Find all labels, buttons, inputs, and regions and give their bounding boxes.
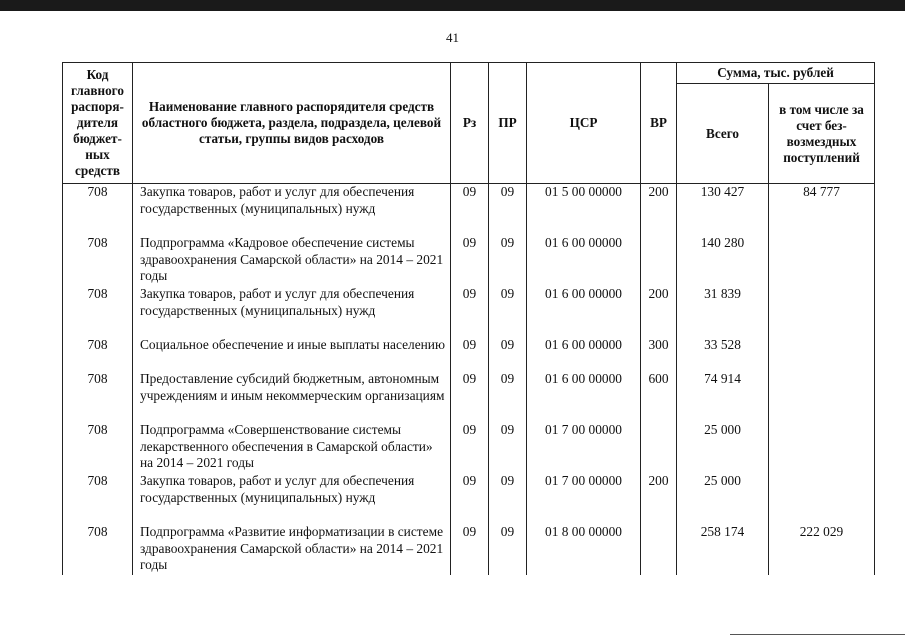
cell-name: Социальное обеспечение и иные выплаты населению bbox=[133, 337, 451, 371]
cell-csr: 01 6 00 00000 bbox=[527, 286, 641, 337]
cell-name: Закупка товаров, работ и услуг для обеспечения государственных (муниципальных) нужд bbox=[133, 286, 451, 337]
cell-rz: 09 bbox=[451, 422, 489, 473]
cell-csr: 01 6 00 00000 bbox=[527, 371, 641, 422]
cell-code: 708 bbox=[63, 286, 133, 337]
cell-pr: 09 bbox=[489, 184, 527, 236]
header-vr: ВР bbox=[641, 63, 677, 184]
cell-pr: 09 bbox=[489, 524, 527, 575]
table-row bbox=[63, 184, 875, 236]
cell-vr: 200 bbox=[641, 286, 677, 337]
cell-pr: 09 bbox=[489, 286, 527, 337]
cell-rz: 09 bbox=[451, 235, 489, 286]
cell-total: 258 174 bbox=[677, 524, 769, 575]
cell-code: 708 bbox=[63, 371, 133, 422]
cell-rz: 09 bbox=[451, 524, 489, 575]
cell-name: Подпрограмма «Совершенствование системы лекарственного обеспечения в Самарской области» на 2014 – 2021 годы bbox=[133, 422, 451, 473]
cell-pr: 09 bbox=[489, 235, 527, 286]
cell-code: 708 bbox=[63, 422, 133, 473]
cell-vr: 300 bbox=[641, 337, 677, 371]
cell-pr: 09 bbox=[489, 371, 527, 422]
table-row bbox=[63, 371, 875, 422]
cell-total: 25 000 bbox=[677, 422, 769, 473]
cell-csr: 01 6 00 00000 bbox=[527, 235, 641, 286]
cell-code: 708 bbox=[63, 524, 133, 575]
cell-vr bbox=[641, 422, 677, 473]
cell-incl bbox=[769, 422, 875, 473]
cell-vr: 200 bbox=[641, 184, 677, 236]
cell-vr bbox=[641, 524, 677, 575]
cell-incl bbox=[769, 286, 875, 337]
page-number: 41 bbox=[446, 30, 459, 45]
cell-code: 708 bbox=[63, 473, 133, 524]
cell-name: Подпрограмма «Кадровое обеспечение системы здравоохранения Самарской области» на 2014 – 2021 годы bbox=[133, 235, 451, 286]
header-pr: ПР bbox=[489, 63, 527, 184]
cell-incl: 84 777 bbox=[769, 184, 875, 236]
table-row bbox=[63, 524, 875, 575]
table-row bbox=[63, 235, 875, 286]
cell-csr: 01 6 00 00000 bbox=[527, 337, 641, 371]
cell-incl bbox=[769, 473, 875, 524]
cell-pr: 09 bbox=[489, 422, 527, 473]
header-csr: ЦСР bbox=[527, 63, 641, 184]
cell-name: Предоставление субсидий бюджетным, автономным учреждениям и иным некоммерческим организациям bbox=[133, 371, 451, 422]
bottom-scan-line bbox=[730, 634, 905, 635]
header-code: Код главного распоря-дителя бюджет-ных средств bbox=[63, 63, 133, 184]
table-row bbox=[63, 337, 875, 371]
cell-rz: 09 bbox=[451, 337, 489, 371]
cell-incl bbox=[769, 337, 875, 371]
header-name: Наименование главного распорядителя средств областного бюджета, раздела, подраздела, целевой статьи, группы видов расходов bbox=[133, 63, 451, 184]
cell-name: Подпрограмма «Развитие информатизации в системе здравоохранения Самарской области» на 2014 – 2021 годы bbox=[133, 524, 451, 575]
cell-pr: 09 bbox=[489, 337, 527, 371]
cell-csr: 01 7 00 00000 bbox=[527, 473, 641, 524]
cell-rz: 09 bbox=[451, 184, 489, 236]
cell-csr: 01 7 00 00000 bbox=[527, 422, 641, 473]
cell-csr: 01 5 00 00000 bbox=[527, 184, 641, 236]
budget-table bbox=[62, 62, 875, 575]
cell-pr: 09 bbox=[489, 473, 527, 524]
cell-code: 708 bbox=[63, 235, 133, 286]
table-row bbox=[63, 473, 875, 524]
cell-name: Закупка товаров, работ и услуг для обеспечения государственных (муниципальных) нужд bbox=[133, 184, 451, 236]
cell-name: Закупка товаров, работ и услуг для обеспечения государственных (муниципальных) нужд bbox=[133, 473, 451, 524]
cell-csr: 01 8 00 00000 bbox=[527, 524, 641, 575]
cell-code: 708 bbox=[63, 337, 133, 371]
cell-total: 25 000 bbox=[677, 473, 769, 524]
top-scan-border bbox=[0, 0, 905, 11]
cell-code: 708 bbox=[63, 184, 133, 236]
cell-rz: 09 bbox=[451, 473, 489, 524]
header-rz: Рз bbox=[451, 63, 489, 184]
cell-total: 130 427 bbox=[677, 184, 769, 236]
cell-total: 74 914 bbox=[677, 371, 769, 422]
cell-rz: 09 bbox=[451, 371, 489, 422]
cell-vr: 600 bbox=[641, 371, 677, 422]
header-incl: в том числе за счет без-возмездных поступлений bbox=[769, 84, 875, 184]
header-total: Всего bbox=[677, 84, 769, 184]
cell-vr bbox=[641, 235, 677, 286]
cell-incl: 222 029 bbox=[769, 524, 875, 575]
table-header bbox=[63, 63, 875, 184]
cell-total: 31 839 bbox=[677, 286, 769, 337]
table-body bbox=[63, 184, 875, 576]
table-row bbox=[63, 422, 875, 473]
cell-vr: 200 bbox=[641, 473, 677, 524]
cell-incl bbox=[769, 235, 875, 286]
table-row bbox=[63, 286, 875, 337]
header-sum-group: Сумма, тыс. рублей bbox=[677, 63, 875, 84]
cell-rz: 09 bbox=[451, 286, 489, 337]
cell-incl bbox=[769, 371, 875, 422]
cell-total: 140 280 bbox=[677, 235, 769, 286]
cell-total: 33 528 bbox=[677, 337, 769, 371]
